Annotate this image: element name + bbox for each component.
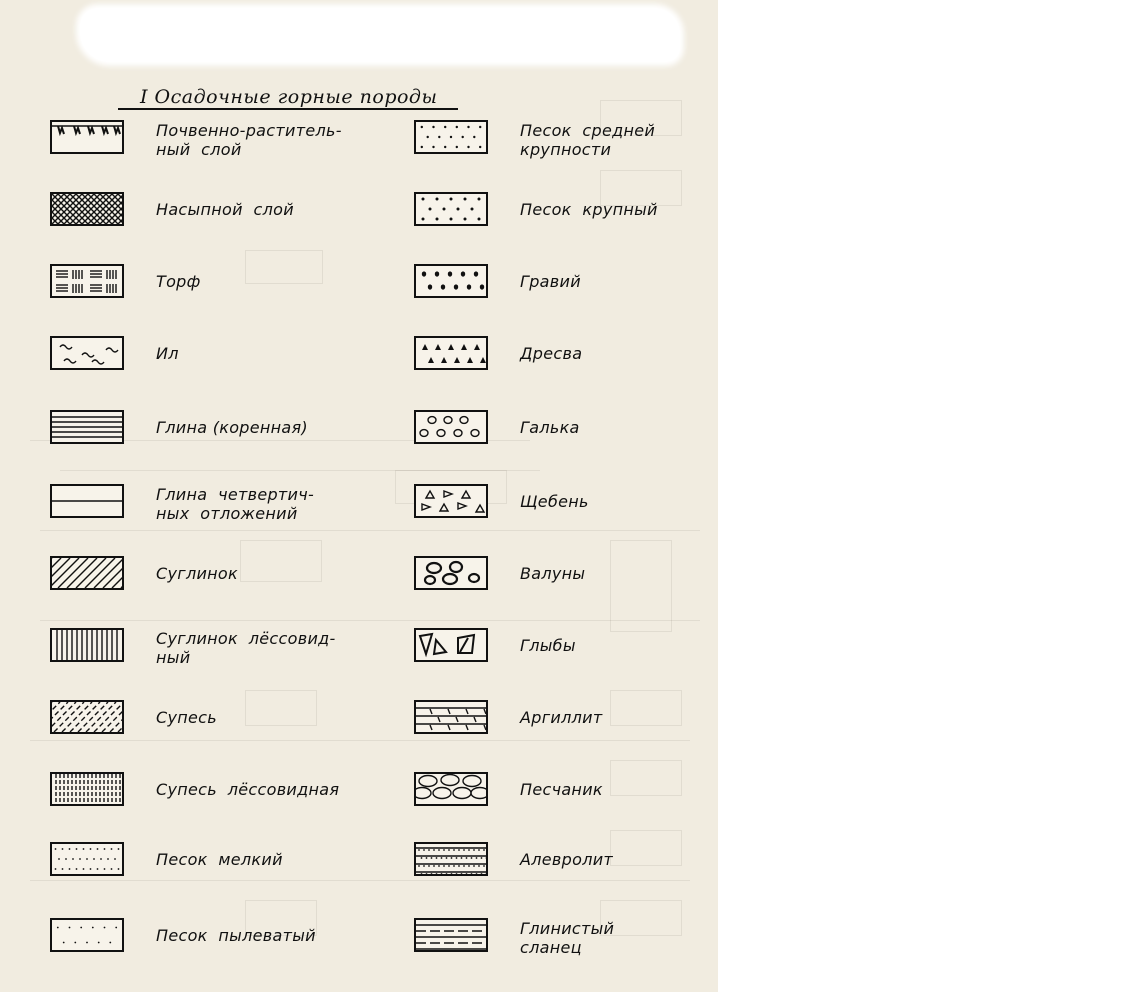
- legend-label: Песок пылеватый: [156, 926, 316, 945]
- show-through-line: [60, 470, 540, 471]
- pattern-swatch-vertical-dashed: [50, 772, 124, 806]
- legend-label: Глинистый сланец: [520, 919, 615, 957]
- pattern-swatch-crosshatch: [50, 192, 124, 226]
- pattern-swatch-dots-fine: [50, 842, 124, 876]
- legend-label: Супесь лёссовидная: [156, 780, 340, 799]
- legend-label: Аргиллит: [520, 708, 603, 727]
- legend-label: Глина (коренная): [156, 418, 308, 437]
- show-through-mark: [610, 830, 682, 866]
- pattern-swatch-peat: [50, 264, 124, 298]
- legend-label: Суглинок: [156, 564, 238, 583]
- pattern-swatch-diagonal: [50, 556, 124, 590]
- legend-label: Песчаник: [520, 780, 603, 799]
- pattern-swatch-soil: [50, 120, 124, 154]
- pattern-swatch-triangles-filled: [414, 336, 488, 370]
- pattern-swatch-vertical: [50, 628, 124, 662]
- legend-label: Валуны: [520, 564, 586, 583]
- pattern-swatch-dots-coarse: [414, 192, 488, 226]
- show-through-mark: [245, 690, 317, 726]
- legend-label: Песок мелкий: [156, 850, 283, 869]
- pattern-swatch-horizontal-dense: [50, 410, 124, 444]
- pattern-swatch-argillite: [414, 700, 488, 734]
- legend-label: Суглинок лёссовид- ный: [156, 629, 336, 667]
- legend-label: Дресва: [520, 344, 583, 363]
- legend-label: Гравий: [520, 272, 581, 291]
- pattern-swatch-silt-waves: [50, 336, 124, 370]
- show-through-line: [30, 740, 690, 741]
- pattern-swatch-shale: [414, 918, 488, 952]
- pattern-swatch-horizontal-sparse: [50, 484, 124, 518]
- pattern-swatch-triangles-open: [414, 484, 488, 518]
- legend-label: Глыбы: [520, 636, 576, 655]
- legend-label: Песок средней крупности: [520, 121, 656, 159]
- legend-label: Глина четвертич- ных отложений: [156, 485, 315, 523]
- pattern-swatch-blocks: [414, 628, 488, 662]
- pattern-swatch-siltstone: [414, 842, 488, 876]
- show-through-mark: [610, 690, 682, 726]
- pattern-swatch-dots-medium: [414, 120, 488, 154]
- pattern-swatch-pebbles: [414, 410, 488, 444]
- pattern-swatch-boulders: [414, 556, 488, 590]
- pattern-swatch-diagonal-dashed: [50, 700, 124, 734]
- pattern-swatch-sandstone: [414, 772, 488, 806]
- legend-label: Торф: [156, 272, 201, 291]
- redacted-header: [80, 8, 680, 62]
- legend-label: Щебень: [520, 492, 589, 511]
- pattern-swatch-dots-sparse: [50, 918, 124, 952]
- show-through-line: [30, 880, 690, 881]
- pattern-swatch-gravel: [414, 264, 488, 298]
- legend-label: Песок крупный: [520, 200, 658, 219]
- legend-label: Галька: [520, 418, 580, 437]
- title-underline: [118, 108, 458, 110]
- legend-label: Почвенно-раститель- ный слой: [156, 121, 342, 159]
- section-title: I Осадочные горные породы: [140, 86, 438, 108]
- show-through-line: [40, 620, 700, 621]
- show-through-mark: [610, 540, 672, 632]
- legend-label: Алевролит: [520, 850, 614, 869]
- show-through-line: [40, 530, 700, 531]
- legend-label: Ил: [156, 344, 179, 363]
- legend-label: Супесь: [156, 708, 217, 727]
- show-through-mark: [610, 760, 682, 796]
- show-through-mark: [240, 540, 322, 582]
- show-through-mark: [245, 250, 323, 284]
- legend-label: Насыпной слой: [156, 200, 294, 219]
